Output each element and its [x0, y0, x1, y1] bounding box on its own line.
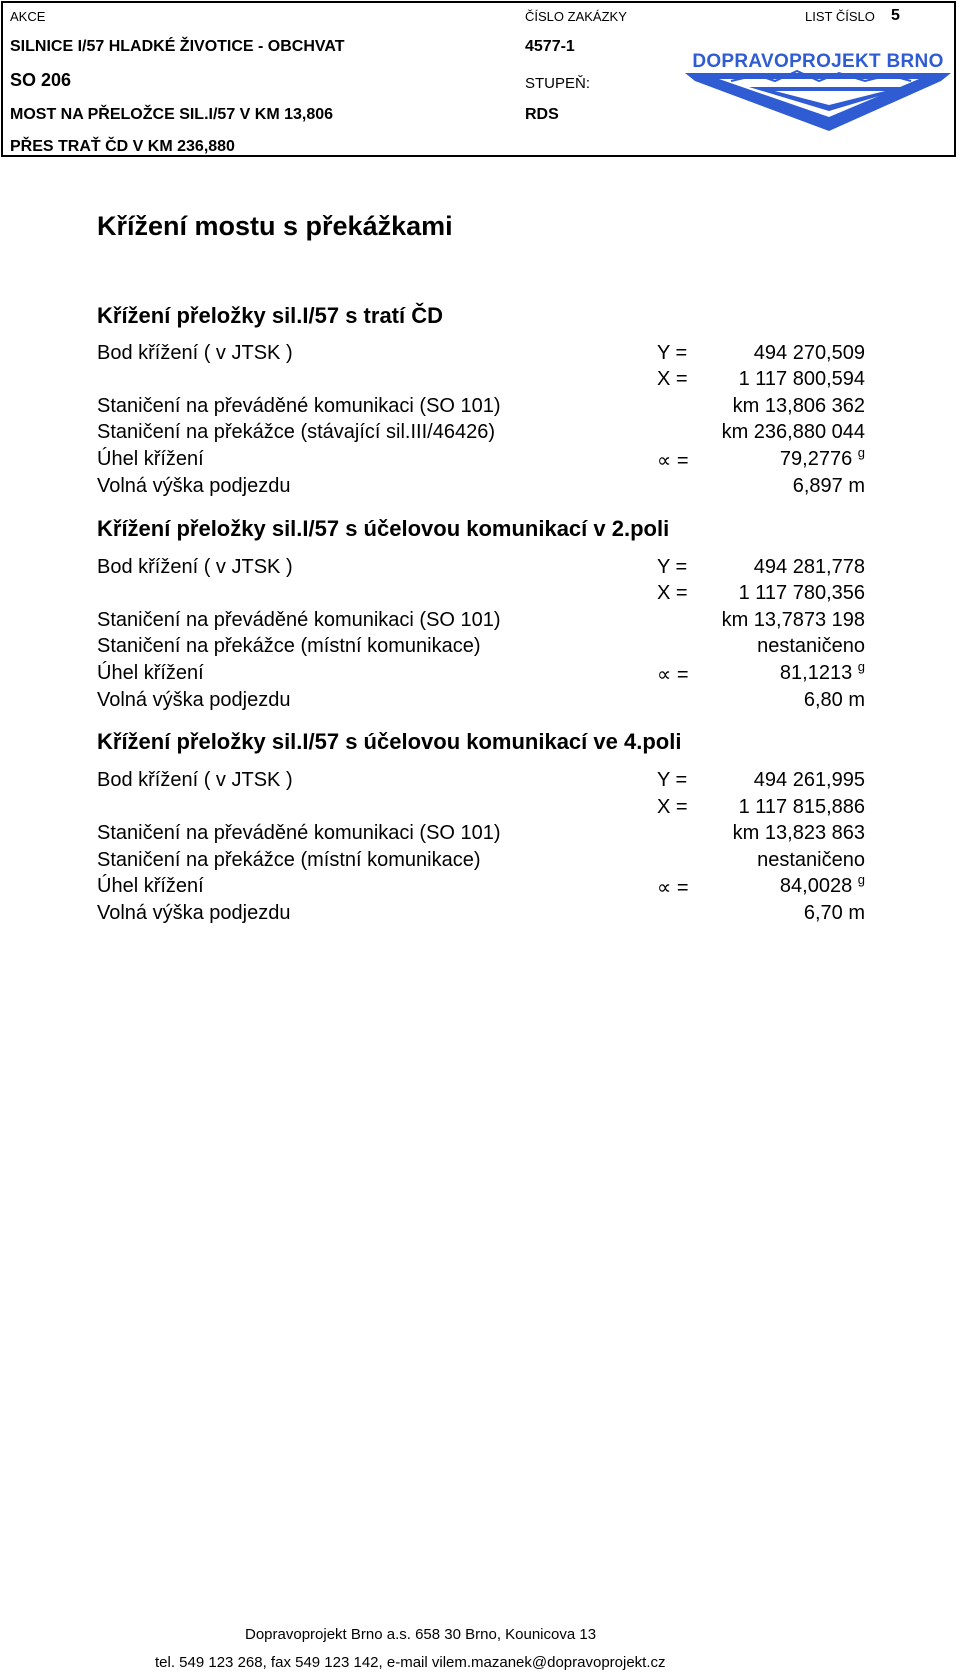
stupen-label: STUPEŇ: [525, 75, 591, 92]
row-label: Úhel křížení [97, 875, 204, 897]
row-value: km 13,7873 198 [721, 609, 865, 631]
project-name: SILNICE I/57 HLADKÉ ŽIVOTICE - OBCHVAT [10, 38, 345, 55]
list-cislo-value: 5 [891, 7, 900, 24]
crossing-point-y-row [97, 342, 865, 368]
zakazka-number: 4577-1 [525, 38, 575, 55]
footer-contact: tel. 549 123 268, fax 549 123 142, e-mail vilem.mazanek@dopravoprojekt.cz [155, 1654, 666, 1671]
row-symbol: X = [657, 368, 688, 390]
row-label: Staničení na překážce (místní komunikace) [97, 635, 481, 657]
crossing-point-y-row [97, 556, 865, 582]
row-symbol: ∝ = [657, 450, 689, 472]
cislo-zakazky-label: ČÍSLO ZAKÁZKY [525, 9, 627, 24]
crossing-point-y-row [97, 769, 865, 795]
row-label: Volná výška podjezdu [97, 902, 291, 924]
row-value: km 13,806 362 [732, 395, 865, 417]
chainage-obstacle-row [97, 421, 865, 447]
company-logo [679, 51, 957, 135]
row-label: Staničení na překážce (stávající sil.III/46426) [97, 421, 495, 443]
row-value: 1 117 800,594 [738, 368, 865, 390]
row-label: Bod křížení ( v JTSK ) [97, 556, 293, 578]
crossing-angle-row [97, 872, 865, 901]
row-value: 1 117 815,886 [738, 796, 865, 818]
row-symbol: Y = [657, 556, 688, 578]
row-value: km 13,823 863 [732, 822, 865, 844]
row-label: Volná výška podjezdu [97, 689, 291, 711]
row-label: Volná výška podjezdu [97, 475, 291, 497]
section-heading: Křížení přeložky sil.I/57 s tratí ČD [97, 303, 444, 328]
row-value: nestaničeno [757, 849, 865, 871]
row-symbol: X = [657, 582, 688, 604]
row-symbol: X = [657, 796, 688, 818]
row-value: nestaničeno [757, 635, 865, 657]
row-label: Staničení na převáděné komunikaci (SO 101) [97, 395, 501, 417]
row-label: Bod křížení ( v JTSK ) [97, 769, 293, 791]
row-value: 494 261,995 [753, 769, 865, 791]
crossing-angle-row [97, 445, 865, 474]
chainage-obstacle-row [97, 849, 865, 875]
chainage-road-row [97, 395, 865, 421]
row-symbol: Y = [657, 769, 688, 791]
page-title: Křížení mostu s překážkami [97, 211, 453, 241]
row-label: Staničení na převáděné komunikaci (SO 101) [97, 822, 501, 844]
row-symbol: ∝ = [657, 664, 689, 686]
row-value: 6,70 m [803, 902, 865, 924]
footer-address: Dopravoprojekt Brno a.s. 658 30 Brno, Kounicova 13 [245, 1626, 597, 1643]
crossing-point-x-row [97, 368, 865, 394]
crossing-angle-row [97, 659, 865, 688]
logo-text: DOPRAVOPROJEKT BRNO [692, 51, 944, 72]
clearance-height-row [97, 475, 865, 501]
row-label: Staničení na překážce (místní komunikace) [97, 849, 481, 871]
crossing-point-x-row [97, 582, 865, 608]
title-block [1, 1, 956, 157]
row-label: Bod křížení ( v JTSK ) [97, 342, 293, 364]
so-number: SO 206 [10, 70, 72, 90]
chainage-road-row [97, 822, 865, 848]
logo-mountain-icon [679, 51, 957, 135]
row-value: 79,2776 $^g$ [779, 445, 865, 470]
row-value: 6,80 m [803, 689, 865, 711]
section-heading: Křížení přeložky sil.I/57 s účelovou komunikací v 2.poli [97, 516, 670, 541]
chainage-road-row [97, 609, 865, 635]
crossing-point-x-row [97, 796, 865, 822]
row-value: 6,897 m [792, 475, 865, 497]
row-label: Úhel křížení [97, 662, 204, 684]
section-heading: Křížení přeložky sil.I/57 s účelovou komunikací ve 4.poli [97, 729, 682, 754]
object-line1: MOST NA PŘELOŽCE SIL.I/57 V KM 13,806 [10, 106, 334, 123]
object-line2: PŘES TRAŤ ČD V KM 236,880 [10, 138, 235, 155]
row-value: km 236,880 044 [721, 421, 865, 443]
row-value: 84,0028 $^g$ [779, 872, 865, 897]
row-value: 494 281,778 [753, 556, 865, 578]
list-cislo-label: LIST ČÍSLO [805, 9, 875, 24]
row-value: 494 270,509 [753, 342, 865, 364]
akce-label: AKCE [10, 9, 46, 24]
stupen-value: RDS [525, 106, 559, 123]
row-value: 81,1213 $^g$ [779, 659, 865, 684]
row-label: Staničení na převáděné komunikaci (SO 101) [97, 609, 501, 631]
chainage-obstacle-row [97, 635, 865, 661]
row-symbol: Y = [657, 342, 688, 364]
clearance-height-row [97, 689, 865, 715]
row-value: 1 117 780,356 [738, 582, 865, 604]
clearance-height-row [97, 902, 865, 928]
row-label: Úhel křížení [97, 448, 204, 470]
row-symbol: ∝ = [657, 877, 689, 899]
